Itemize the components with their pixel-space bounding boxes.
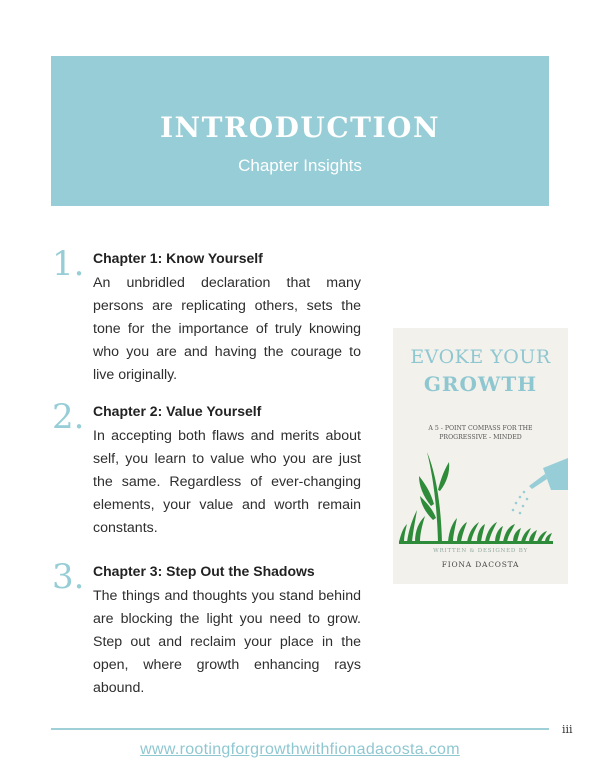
footer-divider <box>51 728 549 730</box>
page-title: INTRODUCTION <box>159 111 441 144</box>
chapter-description: An unbridled declaration that many persons are replicating others, sets the tone for the importance of truly knowing who you are and having the courage to live originally. <box>93 275 361 383</box>
page-subtitle: Chapter Insights <box>238 156 362 175</box>
chapter-description: The things and thoughts you stand behind are blocking the light you need to grow. Step out and reclaim your place in the open, where growth enhancing rays abound. <box>93 588 361 696</box>
chapter-number: 2. <box>52 397 85 437</box>
cover-illustration <box>393 446 568 546</box>
page-number: iii <box>562 723 573 736</box>
chapter-heading: Chapter 3: Step Out the Shadows <box>93 563 315 579</box>
cover-title-line1: EVOKE YOUR <box>410 346 551 368</box>
cover-title-line2: GROWTH <box>423 372 538 396</box>
chapter-description: In accepting both flaws and merits about self, you learn to value who you are just the same. Regardless of ever-changing elements, your value and worth remain constants. <box>93 428 361 536</box>
chapter-heading: Chapter 1: Know Yourself <box>93 250 263 266</box>
chapter-number: 3. <box>52 557 85 597</box>
grass-icon <box>399 452 553 544</box>
cover-credit: WRITTEN & DESIGNED BY <box>433 548 528 554</box>
cover-subtitle: A 5 - POINT COMPASS FOR THE PROGRESSIVE - MINDED <box>428 425 533 441</box>
chapter-number: 1. <box>52 244 85 284</box>
website-link[interactable]: www.rootingforgrowthwithfionadacosta.com <box>140 741 460 758</box>
watering-can-icon <box>512 458 568 514</box>
book-cover <box>393 328 568 584</box>
header-banner <box>51 56 549 206</box>
chapter-heading: Chapter 2: Value Yourself <box>93 403 262 419</box>
cover-author: FIONA DACOSTA <box>441 560 520 569</box>
